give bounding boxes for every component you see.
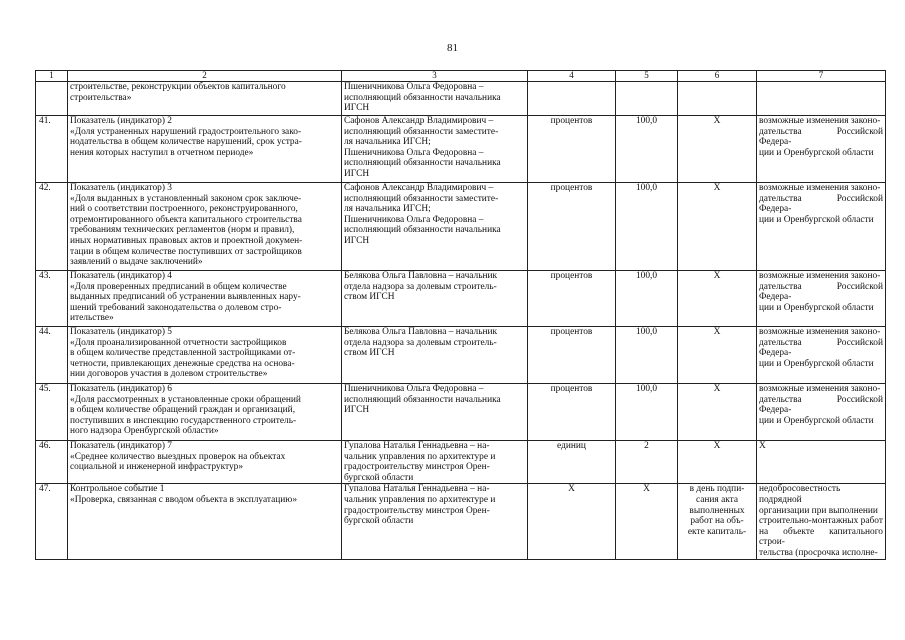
deadline-cell bbox=[678, 271, 757, 327]
cell-text-line: сания акта bbox=[695, 494, 739, 505]
cell-text-line: «Доля проверенных предписаний в общем количестве bbox=[70, 281, 287, 292]
table-row bbox=[36, 183, 886, 271]
cell-text: 42. bbox=[39, 183, 51, 193]
cell-text-line: организации при выполнении bbox=[759, 505, 878, 516]
value-cell bbox=[616, 384, 678, 441]
cell-text: процентов bbox=[550, 183, 593, 193]
cell-text: процентов bbox=[550, 271, 593, 281]
risk-cell bbox=[757, 484, 886, 559]
cell-text-line: градостроительству минстроя Орен- bbox=[344, 505, 490, 516]
cell-text: 44. bbox=[39, 327, 51, 337]
cell-text-line: екте капиталь- bbox=[687, 526, 747, 537]
table-row bbox=[36, 327, 886, 384]
cell-text-line: требованиям технических регламентов (норм и правил), bbox=[70, 225, 295, 236]
risk-cell bbox=[757, 116, 886, 183]
cell-text-line: Х bbox=[713, 116, 721, 126]
cell-text-line: ством ИГСН bbox=[344, 292, 395, 303]
cell-text-line: Х bbox=[713, 271, 721, 281]
cell-text: 100,0 bbox=[635, 327, 658, 337]
cell-text-line: Показатель (индикатор) 4 bbox=[70, 271, 172, 281]
cell-text-line: нодательства в общем количестве нарушений, срок устра- bbox=[70, 137, 302, 148]
cell-text-line: исполняющий обязанности начальника bbox=[344, 158, 501, 169]
cell-text-line: Х bbox=[713, 327, 721, 337]
value-cell bbox=[616, 82, 678, 116]
cell-text-line: в общем количестве представленной застройщиками от- bbox=[70, 348, 296, 359]
indicator-table bbox=[35, 70, 886, 560]
cell-text-line: дательства Российской Федера- bbox=[759, 337, 883, 359]
cell-text-line: Показатель (индикатор) 6 bbox=[70, 384, 172, 394]
risk-cell bbox=[757, 384, 886, 441]
cell-text-line: Х bbox=[713, 384, 721, 394]
row-number-cell bbox=[36, 271, 68, 327]
responsible-person-cell bbox=[342, 82, 528, 116]
cell-text-line: в день подпи- bbox=[689, 484, 745, 495]
cell-text-line: чальник управления по архитектуре и bbox=[344, 451, 496, 462]
row-number-cell bbox=[36, 484, 68, 559]
unit-cell bbox=[528, 271, 616, 327]
cell-text-line: тельства (просрочка исполне- bbox=[759, 547, 878, 558]
cell-text-line: Пшеничникова Ольга Федоровна – bbox=[344, 82, 484, 92]
cell-text-line: строительстве, реконструкции объектов капитального bbox=[70, 82, 286, 92]
responsible-person-cell bbox=[342, 271, 528, 327]
cell-text-line: нения которых наступил в отчетном периоде» bbox=[70, 147, 254, 158]
cell-text-line: ством ИГСН bbox=[344, 348, 395, 359]
deadline-cell bbox=[678, 441, 757, 484]
deadline-cell bbox=[678, 183, 757, 271]
deadline-cell bbox=[678, 384, 757, 441]
table-row bbox=[36, 116, 886, 183]
cell-text-line: дательства Российской Федера- bbox=[759, 126, 883, 148]
cell-text: 47. bbox=[39, 484, 51, 495]
cell-text-line: возможные изменения законо- bbox=[759, 384, 881, 394]
unit-cell bbox=[528, 384, 616, 441]
cell-text-line: ИГСН bbox=[344, 103, 370, 114]
deadline-cell bbox=[678, 327, 757, 384]
cell-text-line: ИГСН bbox=[344, 235, 370, 246]
responsible-person-cell bbox=[342, 116, 528, 183]
cell-text-line: исполняющий обязанности начальника bbox=[344, 394, 501, 405]
unit-cell bbox=[528, 484, 616, 559]
cell-text-line: возможные изменения законо- bbox=[759, 116, 881, 126]
unit-cell bbox=[528, 441, 616, 484]
cell-text-line: Показатель (индикатор) 5 bbox=[70, 327, 172, 337]
cell-text-line: недобросовестность подрядной bbox=[759, 484, 841, 505]
cell-text-line: дательства Российской Федера- bbox=[759, 193, 883, 215]
cell-text: 100,0 bbox=[635, 183, 658, 193]
cell-text-line: исполняющий обязанности заместите- bbox=[344, 126, 499, 137]
cell-text-line: строительства» bbox=[70, 92, 132, 103]
cell-text-line: ции и Оренбургской области bbox=[759, 302, 874, 313]
value-cell bbox=[616, 327, 678, 384]
risk-cell bbox=[757, 183, 886, 271]
cell-text-line: «Проверка, связанная с вводом объекта в эксплуатацию» bbox=[70, 494, 298, 505]
cell-text-line: возможные изменения законо- bbox=[759, 183, 881, 193]
cell-text-line: дательства Российской Федера- bbox=[759, 281, 883, 303]
cell-text-line: дательства Российской Федера- bbox=[759, 394, 883, 416]
cell-text-line: Пшеничникова Ольга Федоровна – bbox=[344, 214, 484, 225]
cell-text: 100,0 bbox=[635, 271, 658, 281]
header-cell: 1 bbox=[36, 71, 68, 82]
value-cell bbox=[616, 183, 678, 271]
cell-text-line: ительстве» bbox=[70, 313, 114, 324]
cell-text-line: Сафонов Александр Владимирович – bbox=[344, 183, 494, 193]
cell-text: процентов bbox=[550, 327, 593, 337]
unit-cell bbox=[528, 116, 616, 183]
cell-text-line: Показатель (индикатор) 7 bbox=[70, 441, 172, 451]
cell-text-line: «Доля выданных в установленный законом срок заключе- bbox=[70, 193, 302, 204]
cell-text-line: иных нормативных правовых актов и проектной докумен- bbox=[70, 235, 303, 246]
cell-text-line: нии договоров участия в долевом строительстве» bbox=[70, 369, 268, 380]
cell-text-line: заявлений о выдаче заключений» bbox=[70, 257, 203, 268]
value-cell bbox=[616, 271, 678, 327]
cell-text-line: ля начальника ИГСН; bbox=[344, 137, 431, 148]
unit-cell bbox=[528, 327, 616, 384]
row-number-cell bbox=[36, 82, 68, 116]
value-cell bbox=[616, 484, 678, 559]
cell-text: 45. bbox=[39, 384, 51, 394]
cell-text-line: бургской области bbox=[344, 472, 414, 483]
indicator-name-cell bbox=[68, 183, 342, 271]
cell-text-line: выданных предписаний об устранении выявленных нару- bbox=[70, 292, 301, 303]
cell-text-line: ции и Оренбургской области bbox=[759, 358, 874, 369]
cell-text-line: выполненных bbox=[689, 505, 745, 516]
cell-text-line: строительно-монтажных работ bbox=[759, 516, 883, 527]
cell-text-line: возможные изменения законо- bbox=[759, 327, 881, 337]
deadline-cell bbox=[678, 116, 757, 183]
risk-cell bbox=[757, 271, 886, 327]
cell-text-line: Гупалова Наталья Геннадьевна – на- bbox=[344, 484, 490, 495]
cell-text-line: ции и Оренбургской области bbox=[759, 214, 874, 225]
responsible-person-cell bbox=[342, 327, 528, 384]
risk-cell bbox=[757, 441, 886, 484]
risk-cell bbox=[757, 82, 886, 116]
cell-text-line: на объекте капитального строи- bbox=[759, 526, 883, 548]
header-cell: 7 bbox=[757, 71, 886, 82]
indicator-name-cell bbox=[68, 327, 342, 384]
cell-text-line: Белякова Ольга Павловна – начальник bbox=[344, 271, 498, 281]
table-row bbox=[36, 484, 886, 559]
unit-cell bbox=[528, 183, 616, 271]
value-cell bbox=[616, 441, 678, 484]
cell-text-line: Х bbox=[759, 441, 766, 451]
cell-text-line: исполняющий обязанности начальника bbox=[344, 92, 501, 103]
table-header-row bbox=[36, 71, 886, 82]
cell-text-line: Гупалова Наталья Геннадьевна – на- bbox=[344, 441, 490, 451]
cell-text-line: отдела надзора за долевым строитель- bbox=[344, 337, 497, 348]
cell-text-line: ний о соответствии построенного, реконструированного, bbox=[70, 204, 298, 215]
header-cell: 5 bbox=[616, 71, 678, 82]
cell-text: процентов bbox=[550, 384, 593, 394]
cell-text-line: тации в общем количестве поступивших от застройщиков bbox=[70, 246, 302, 257]
indicator-name-cell bbox=[68, 441, 342, 484]
table-row bbox=[36, 384, 886, 441]
header-cell: 6 bbox=[678, 71, 757, 82]
cell-text-line: «Среднее количество выездных проверок на объектах bbox=[70, 451, 286, 462]
cell-text-line: социальной и инженерной инфраструктур» bbox=[70, 462, 244, 473]
value-cell bbox=[616, 116, 678, 183]
cell-text-line: ИГСН bbox=[344, 168, 370, 179]
page-number: 81 bbox=[447, 42, 458, 54]
cell-text-line: Показатель (индикатор) 2 bbox=[70, 116, 172, 126]
deadline-cell bbox=[678, 484, 757, 559]
responsible-person-cell bbox=[342, 384, 528, 441]
header-cell: 4 bbox=[528, 71, 616, 82]
cell-text-line: ИГСН bbox=[344, 405, 370, 416]
cell-text-line: отремонтированного объекта капитального строительства bbox=[70, 214, 302, 225]
cell-text-line: Белякова Ольга Павловна – начальник bbox=[344, 327, 498, 337]
cell-text: Х bbox=[568, 484, 575, 495]
cell-text-line: исполняющий обязанности начальника bbox=[344, 225, 501, 236]
cell-text-line: ции и Оренбургской области bbox=[759, 415, 874, 426]
cell-text: 100,0 bbox=[635, 116, 658, 126]
cell-text-line: исполняющий обязанности заместите- bbox=[344, 193, 499, 204]
indicator-name-cell bbox=[68, 384, 342, 441]
cell-text-line: возможные изменения законо- bbox=[759, 271, 881, 281]
row-number-cell bbox=[36, 441, 68, 484]
cell-text: 46. bbox=[39, 441, 51, 451]
indicator-name-cell bbox=[68, 116, 342, 183]
risk-cell bbox=[757, 327, 886, 384]
cell-text-line: бургской области bbox=[344, 516, 414, 527]
cell-text: единиц bbox=[557, 441, 586, 451]
cell-text-line: Пшеничникова Ольга Федоровна – bbox=[344, 147, 484, 158]
row-number-cell bbox=[36, 183, 68, 271]
cell-text-line: «Доля рассмотренных в установленные сроки обращений bbox=[70, 394, 301, 405]
cell-text-line: Пшеничникова Ольга Федоровна – bbox=[344, 384, 484, 394]
cell-text-line: шений требований законодательства о долевом стро- bbox=[70, 302, 282, 313]
cell-text-line: в общем количестве обращений граждан и организаций, bbox=[70, 405, 296, 416]
cell-text-line: Х bbox=[713, 183, 721, 193]
cell-text-line: ного надзора Оренбургской области» bbox=[70, 426, 219, 437]
responsible-person-cell bbox=[342, 183, 528, 271]
cell-text-line: ции и Оренбургской области bbox=[759, 147, 874, 158]
cell-text-line: четности, привлекающих денежные средства на основа- bbox=[70, 358, 295, 369]
cell-text: Х bbox=[643, 484, 650, 495]
row-number-cell bbox=[36, 116, 68, 183]
indicator-name-cell bbox=[68, 271, 342, 327]
cell-text-line: Контрольное событие 1 bbox=[70, 484, 165, 495]
cell-text-line: поступивших в инспекцию государственного строитель- bbox=[70, 415, 297, 426]
deadline-cell bbox=[678, 82, 757, 116]
cell-text: процентов bbox=[550, 116, 593, 126]
cell-text: 100,0 bbox=[635, 384, 658, 394]
cell-text-line: Х bbox=[713, 441, 721, 451]
indicator-name-cell bbox=[68, 484, 342, 559]
cell-text-line: отдела надзора за долевым строитель- bbox=[344, 281, 497, 292]
responsible-person-cell bbox=[342, 484, 528, 559]
header-cell: 3 bbox=[342, 71, 528, 82]
row-number-cell bbox=[36, 327, 68, 384]
header-cell: 2 bbox=[68, 71, 342, 82]
cell-text-line: ля начальника ИГСН; bbox=[344, 204, 431, 215]
row-number-cell bbox=[36, 384, 68, 441]
cell-text-line: Сафонов Александр Владимирович – bbox=[344, 116, 494, 126]
cell-text-line: чальник управления по архитектуре и bbox=[344, 494, 496, 505]
indicator-name-cell bbox=[68, 82, 342, 116]
cell-text-line: «Доля устраненных нарушений градостроительного зако- bbox=[70, 126, 302, 137]
cell-text: 2 bbox=[644, 441, 649, 451]
table-row bbox=[36, 271, 886, 327]
unit-cell bbox=[528, 82, 616, 116]
cell-text-line: градостроительству минстроя Орен- bbox=[344, 462, 490, 473]
cell-text-line: работ на объ- bbox=[690, 516, 744, 527]
cell-text: 43. bbox=[39, 271, 51, 281]
table-row bbox=[36, 441, 886, 484]
table-row bbox=[36, 82, 886, 116]
responsible-person-cell bbox=[342, 441, 528, 484]
cell-text-line: Показатель (индикатор) 3 bbox=[70, 183, 172, 193]
cell-text: 41. bbox=[39, 116, 51, 126]
cell-text-line: «Доля проанализированной отчетности застройщиков bbox=[70, 337, 287, 348]
